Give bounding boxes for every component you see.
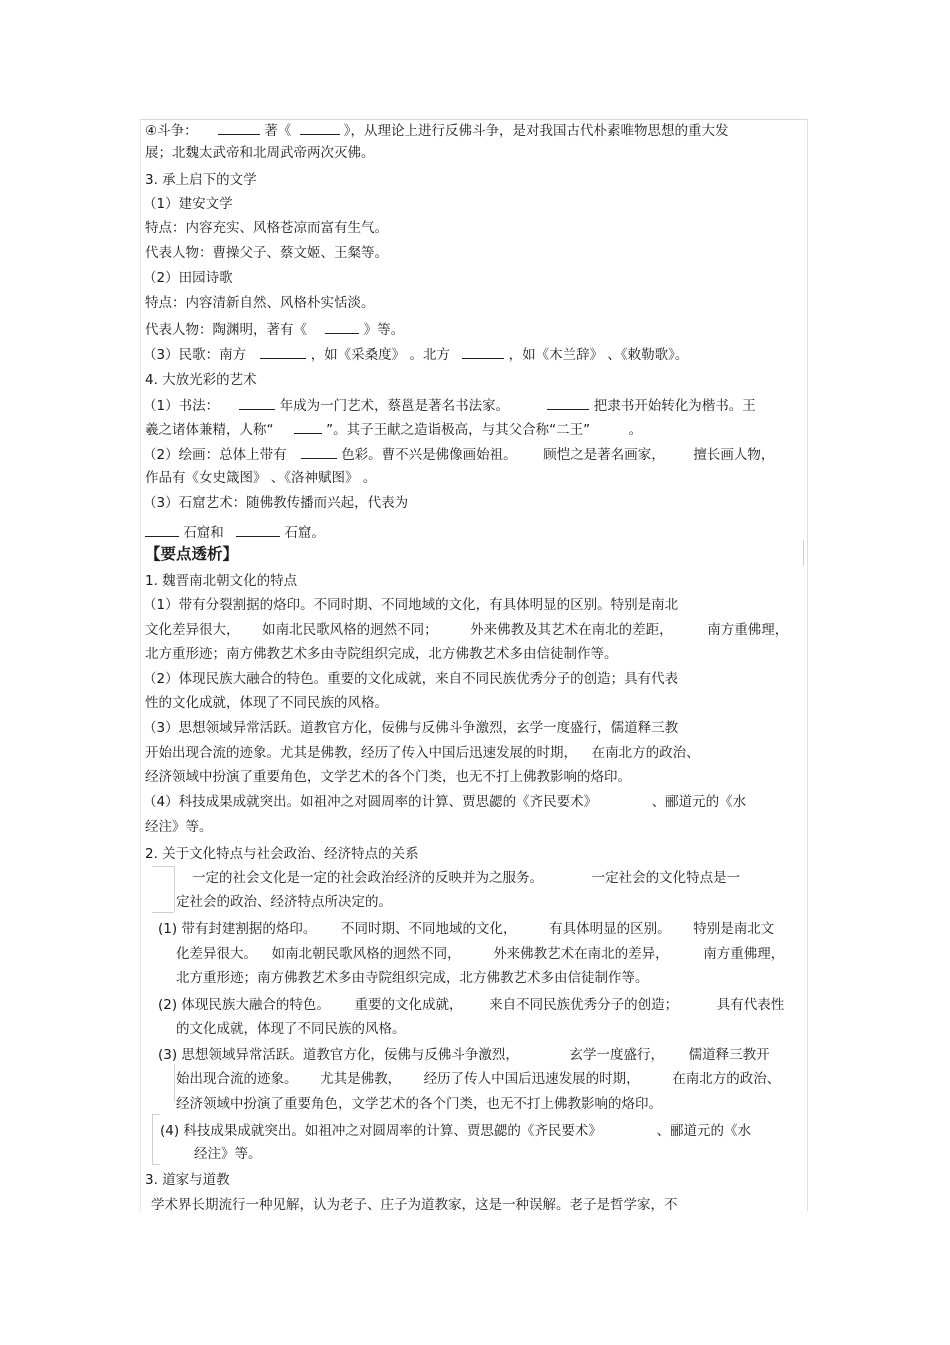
section-title: 【要点透析】 <box>145 545 239 563</box>
text-line: 北方重形迹；南方佛教艺术多由寺院组织完成，北方佛教艺术多由信徒制作等。 <box>176 970 649 986</box>
text-run: 把隶书开始转化为楷书。王 <box>593 398 756 414</box>
text-line <box>143 444 774 464</box>
text-line: 代表人物：曹操父子、蔡文姬、王粲等。 <box>145 245 388 261</box>
section-heading: 1. 魏晋南北朝文化的特点 <box>145 573 298 589</box>
text-line <box>145 744 700 762</box>
text-line: （3）思想领域异常活跃。道教官方化，佞佛与反佛斗争激烈，玄学一度盛行，儒道释三教 <box>143 720 679 736</box>
text-run: 羲之诸体兼精，人称“ <box>145 422 274 438</box>
text-run: 外来佛教及其艺术在南北的差距， <box>470 622 673 638</box>
bracket-line <box>152 1114 160 1115</box>
text-run: ”。其子王献之造诣极高，与其父合称“二王” <box>326 422 591 438</box>
text-run: 顾恺之是著名画家， <box>543 447 665 463</box>
fill-blank <box>462 344 504 359</box>
text-run: 南方重佛理， <box>703 946 785 962</box>
text-run: ，如《木兰辞》 、《敕勒歌》。 <box>508 347 689 363</box>
text-run: 外来佛教艺术在南北的差异， <box>493 946 669 962</box>
fill-blank <box>239 395 275 410</box>
text-line: 特点：内容充实、风格苍凉而富有生气。 <box>145 220 388 236</box>
text-run: (1) 带有封建割据的烙印。 <box>158 921 317 937</box>
text-run: 。 <box>628 422 643 438</box>
text-run: 特别是南北文 <box>693 921 775 937</box>
text-run: 色彩。曹不兴是佛像画始祖。 <box>341 447 517 463</box>
section-bracket <box>803 540 804 566</box>
text-line: （2）体现民族大融合的特色。重要的文化成就，来自不同民族优秀分子的创造；具有代表 <box>143 671 679 687</box>
text-run: 石窟和 <box>183 525 224 541</box>
section-heading: 4. 大放光彩的艺术 <box>145 372 257 388</box>
bracket-line <box>152 1164 160 1165</box>
text-line: 经注》等。 <box>194 1146 262 1162</box>
text-line: 学术界长期流行一种见解，认为老子、庄子为道教家，这是一种误解。老子是哲学家，不 <box>151 1197 678 1213</box>
text-run: 如南北朝民歌风格的迥然不同， <box>271 946 461 962</box>
text-run: 始出现合流的迹象。 <box>176 1071 298 1087</box>
text-line: 经注》等。 <box>145 819 213 835</box>
text-line <box>145 522 325 542</box>
text-run: 不同时期、不同地域的文化， <box>341 921 517 937</box>
text-line: （3）石窟艺术：随佛教传播而兴起，代表为 <box>143 495 409 511</box>
text-line: （1）建安文学 <box>143 196 233 212</box>
text-run: 、郦道元的《水 <box>651 794 747 810</box>
text-line: （1）带有分裂割据的烙印。不同时期、不同地域的文化，有具体明显的区别。特别是南北 <box>143 597 679 613</box>
page-border-left <box>140 119 141 1211</box>
section-heading: 3. 道家与道教 <box>145 1172 230 1188</box>
text-run: 一定社会的文化特点是一 <box>591 870 741 886</box>
text-run: 》等。 <box>363 322 405 338</box>
text-run: 、郦道元的《水 <box>656 1123 752 1139</box>
fill-blank <box>260 344 306 359</box>
text-run: 石窟。 <box>284 525 325 541</box>
text-run: 》，从理论上进行反佛斗争，是对我国古代朴素唯物思想的重大发 <box>343 123 729 139</box>
bracket-line <box>152 1114 153 1164</box>
text-run: (2) 体现民族大融合的特色。 <box>158 997 330 1013</box>
fill-blank <box>236 522 280 537</box>
list-item <box>158 996 784 1014</box>
text-run: 化差异很大。 <box>176 946 257 962</box>
fill-blank <box>547 395 589 410</box>
text-line <box>143 344 688 364</box>
text-run: 如南北民歌风格的迥然不同； <box>262 622 438 638</box>
text-run: (4) 科技成果成就突出。如祖冲之对圆周率的计算、贾思勰的《齐民要术》 <box>160 1123 602 1139</box>
text-run: 具有代表性 <box>716 997 785 1013</box>
fill-blank <box>301 444 337 459</box>
text-run: 擅长画人物， <box>693 447 775 463</box>
text-run: 经历了传人中国后迅速发展的时期， <box>423 1071 640 1087</box>
list-item <box>158 1046 770 1064</box>
text-line: 展；北魏太武帝和北周武帝两次灭佛。 <box>145 145 375 161</box>
text-line <box>176 1070 780 1088</box>
list-item <box>158 920 774 938</box>
text-line: 性的文化成就，体现了不同民族的风格。 <box>145 695 388 711</box>
text-line: 的文化成就，体现了不同民族的风格。 <box>176 1021 406 1037</box>
text-run: 有具体明显的区别。 <box>549 921 671 937</box>
text-run: 代表人物：陶渊明，著有《 <box>145 322 307 338</box>
fill-blank <box>325 319 359 334</box>
bracket-line <box>152 912 174 913</box>
text-line: 作品有《女史箴图》 、《洛神赋图》 。 <box>145 470 377 486</box>
text-line: 定社会的政治、经济特点所决定的。 <box>176 894 392 910</box>
text-line: 经济领域中扮演了重要角色，文学艺术的各个门类，也无不打上佛教影响的烙印。 <box>145 769 631 785</box>
text-line <box>192 869 740 887</box>
text-run: 来自不同民族优秀分子的创造； <box>489 997 679 1013</box>
text-run: （4）科技成果成就突出。如祖冲之对圆周率的计算、贾思勰的《齐民要术》 <box>143 794 598 810</box>
text-run: (3) 思想领域异常活跃。道教官方化，佞佛与反佛斗争激烈， <box>158 1047 519 1063</box>
fill-blank <box>145 522 179 537</box>
text-run: ，如《采桑度》 。北方 <box>310 347 450 363</box>
text-run: 文化差异很大， <box>145 622 240 638</box>
text-run: 南方重佛理， <box>707 622 789 638</box>
text-line <box>145 120 729 140</box>
text-line <box>145 621 788 639</box>
text-line: 北方重形迹；南方佛教艺术多由寺院组织完成，北方佛教艺术多由信徒制作等。 <box>145 646 618 662</box>
text-run: 一定的社会文化是一定的社会政治经济的反映并为之服务。 <box>192 870 543 886</box>
section-heading: 3. 承上启下的文学 <box>145 172 257 188</box>
fill-blank <box>294 419 322 434</box>
text-run: 在南北方的政治、 <box>672 1071 781 1087</box>
text-line <box>143 793 746 811</box>
section-heading: 2. 关于文化特点与社会政治、经济特点的关系 <box>145 846 419 862</box>
list-item <box>160 1122 751 1140</box>
text-run: 年成为一门艺术，蔡邕是著名书法家。 <box>279 398 510 414</box>
text-line: 经济领域中扮演了重要角色，文学艺术的各个门类，也无不打上佛教影响的烙印。 <box>176 1096 662 1112</box>
text-line <box>176 945 784 963</box>
text-run: （2）绘画：总体上带有 <box>143 447 287 463</box>
text-run: 开始出现合流的迹象。尤其是佛教，经历了传入中国后迅速发展的时期， <box>145 745 577 761</box>
page-border-right <box>807 119 808 1211</box>
text-run: 重要的文化成就， <box>354 997 463 1013</box>
text-run: 尤其是佛教， <box>320 1071 402 1087</box>
bracket-line <box>174 1064 175 1102</box>
text-run: （3）民歌：南方 <box>143 347 247 363</box>
bracket-line <box>174 866 175 912</box>
text-run: （1）书法： <box>143 398 220 414</box>
text-run: 玄学一度盛行， <box>569 1047 665 1063</box>
text-run: 儒道释三教开 <box>688 1047 770 1063</box>
text-line: 特点：内容清新自然、风格朴实恬淡。 <box>145 295 375 311</box>
fill-blank <box>218 120 260 135</box>
text-run: 著《 <box>264 123 292 139</box>
text-line <box>145 419 642 439</box>
text-line: （2）田园诗歌 <box>143 270 233 286</box>
text-line <box>145 319 404 339</box>
text-run: ④斗争： <box>145 123 198 139</box>
text-run: 在南北方的政治、 <box>591 745 700 761</box>
fill-blank <box>300 120 340 135</box>
text-line <box>143 395 756 415</box>
bracket-line <box>152 866 174 867</box>
